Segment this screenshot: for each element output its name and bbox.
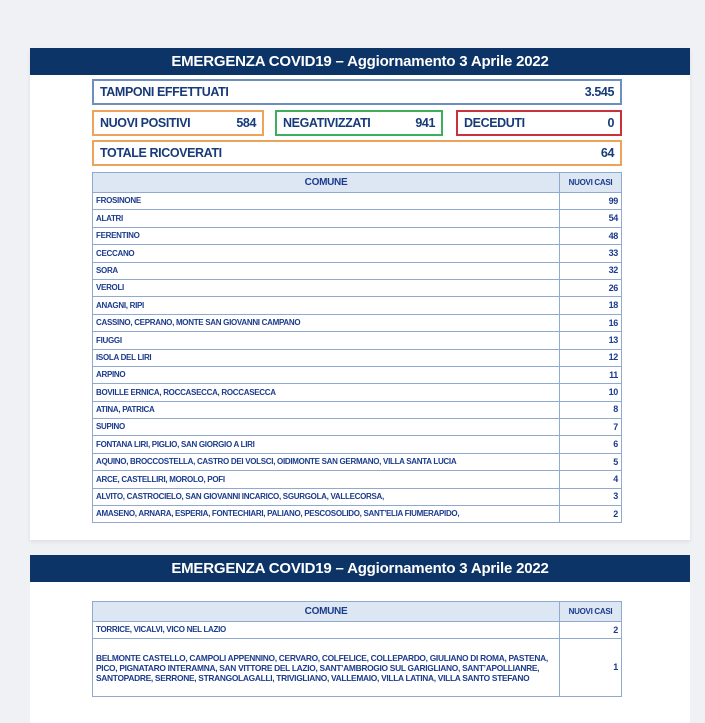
nuovi-positivi-box [92,110,264,136]
comune-cell: ANAGNI, RIPI [93,297,560,314]
table-row [93,366,622,383]
table-row [93,262,622,279]
comune-cell: FIUGGI [93,332,560,349]
table-row [93,506,622,523]
table-row [93,279,622,296]
table-row [93,227,622,244]
comune-cell: BELMONTE CASTELLO, CAMPOLI APPENNINO, CERVARO, COLFELICE, COLLEPARDO, GIULIANO DI ROMA, PASTENA, PICO, PIGNATARO INTERAMNA, SAN VITTORE DEL LAZIO, SANT’AMBROGIO SUL GARIGLIANO, SANT’APOLLIANRE, SANTOPADRE, SERRONE, STRANGOLAGALLI, TRIVIGLIANO, VALLEMAIO, VILLA LATINA, VILLA SANTO STEFANO [93,639,560,697]
bulletin-banner: EMERGENZA COVID19 – Aggiornamento 3 Aprile 2022 [30,555,690,582]
nuovi-casi-cell: 4 [560,471,622,488]
nuovi-casi-cell: 2 [560,622,622,639]
table-row [93,453,622,470]
comune-cell: VEROLI [93,279,560,296]
nuovi-casi-cell: 26 [560,279,622,296]
nuovi-casi-cell: 32 [560,262,622,279]
comune-cell: AQUINO, BROCCOSTELLA, CASTRO DEI VOLSCI, OIDIMONTE SAN GERMANO, VILLA SANTA LUCIA [93,453,560,470]
tamponi-box [92,79,622,105]
totale-ricoverati-value: 64 [600,146,614,160]
nuovi-casi-cell: 5 [560,453,622,470]
nuovi-casi-cell: 12 [560,349,622,366]
tamponi-label: TAMPONI EFFETTUATI [100,85,229,99]
nuovi-casi-cell: 1 [560,639,622,697]
header-nuovi-casi: NUOVI CASI [560,602,622,622]
comuni-table [92,172,622,523]
table-row [93,314,622,331]
comune-cell: TORRICE, VICALVI, VICO NEL LAZIO [93,622,560,639]
deceduti-label: DECEDUTI [464,116,525,130]
bulletin-banner: EMERGENZA COVID19 – Aggiornamento 3 Aprile 2022 [30,48,690,75]
table-header-row [93,173,622,193]
comune-cell: AMASENO, ARNARA, ESPERIA, FONTECHIARI, PALIANO, PESCOSOLIDO, SANT’ELIA FIUMERAPIDO, [93,506,560,523]
table-header-row [93,602,622,622]
header-comune: COMUNE [93,602,560,622]
nuovi-casi-cell: 18 [560,297,622,314]
table-row [93,297,622,314]
table-row [93,436,622,453]
comune-cell: SUPINO [93,419,560,436]
nuovi-casi-cell: 7 [560,419,622,436]
table-row [93,349,622,366]
table-row [93,471,622,488]
nuovi-casi-cell: 33 [560,245,622,262]
table-row [93,245,622,262]
comune-cell: SORA [93,262,560,279]
comune-cell: ARPINO [93,366,560,383]
nuovi-casi-cell: 3 [560,488,622,505]
table-row [93,622,622,639]
nuovi-casi-cell: 16 [560,314,622,331]
comune-cell: CECCANO [93,245,560,262]
comune-cell: FROSINONE [93,193,560,210]
header-comune: COMUNE [93,173,560,193]
nuovi-casi-cell: 11 [560,366,622,383]
deceduti-value: 0 [607,116,614,130]
bulletin-card-2 [30,555,690,723]
nuovi-casi-cell: 48 [560,227,622,244]
table-row [93,401,622,418]
comune-cell: ARCE, CASTELLIRI, MOROLO, POFI [93,471,560,488]
totale-ricoverati-box [92,140,622,166]
table-row [93,419,622,436]
tamponi-value: 3.545 [584,85,614,99]
comune-cell: FONTANA LIRI, PIGLIO, SAN GIORGIO A LIRI [93,436,560,453]
nuovi-positivi-value: 584 [236,116,256,130]
nuovi-casi-cell: 13 [560,332,622,349]
table-row [93,193,622,210]
table-row [93,210,622,227]
comuni-table [92,601,622,697]
table-row [93,488,622,505]
table-row [93,639,622,697]
negativizzati-box [275,110,443,136]
comune-cell: ALATRI [93,210,560,227]
nuovi-casi-cell: 99 [560,193,622,210]
nuovi-casi-cell: 10 [560,384,622,401]
comuni-table-body [93,193,622,523]
table-row [93,332,622,349]
nuovi-casi-cell: 54 [560,210,622,227]
nuovi-positivi-label: NUOVI POSITIVI [100,116,191,130]
bulletin-card-1 [30,48,690,540]
comune-cell: ISOLA DEL LIRI [93,349,560,366]
header-nuovi-casi: NUOVI CASI [560,173,622,193]
nuovi-casi-cell: 2 [560,506,622,523]
nuovi-casi-cell: 6 [560,436,622,453]
totale-ricoverati-label: TOTALE RICOVERATI [100,146,222,160]
comune-cell: FERENTINO [93,227,560,244]
deceduti-box [456,110,622,136]
comune-cell: BOVILLE ERNICA, ROCCASECCA, ROCCASECCA [93,384,560,401]
comune-cell: ALVITO, CASTROCIELO, SAN GIOVANNI INCARICO, SGURGOLA, VALLECORSA, [93,488,560,505]
comune-cell: CASSINO, CEPRANO, MONTE SAN GIOVANNI CAMPANO [93,314,560,331]
nuovi-casi-cell: 8 [560,401,622,418]
comuni-table-body [93,622,622,697]
comune-cell: ATINA, PATRICA [93,401,560,418]
negativizzati-value: 941 [415,116,435,130]
table-row [93,384,622,401]
negativizzati-label: NEGATIVIZZATI [283,116,371,130]
